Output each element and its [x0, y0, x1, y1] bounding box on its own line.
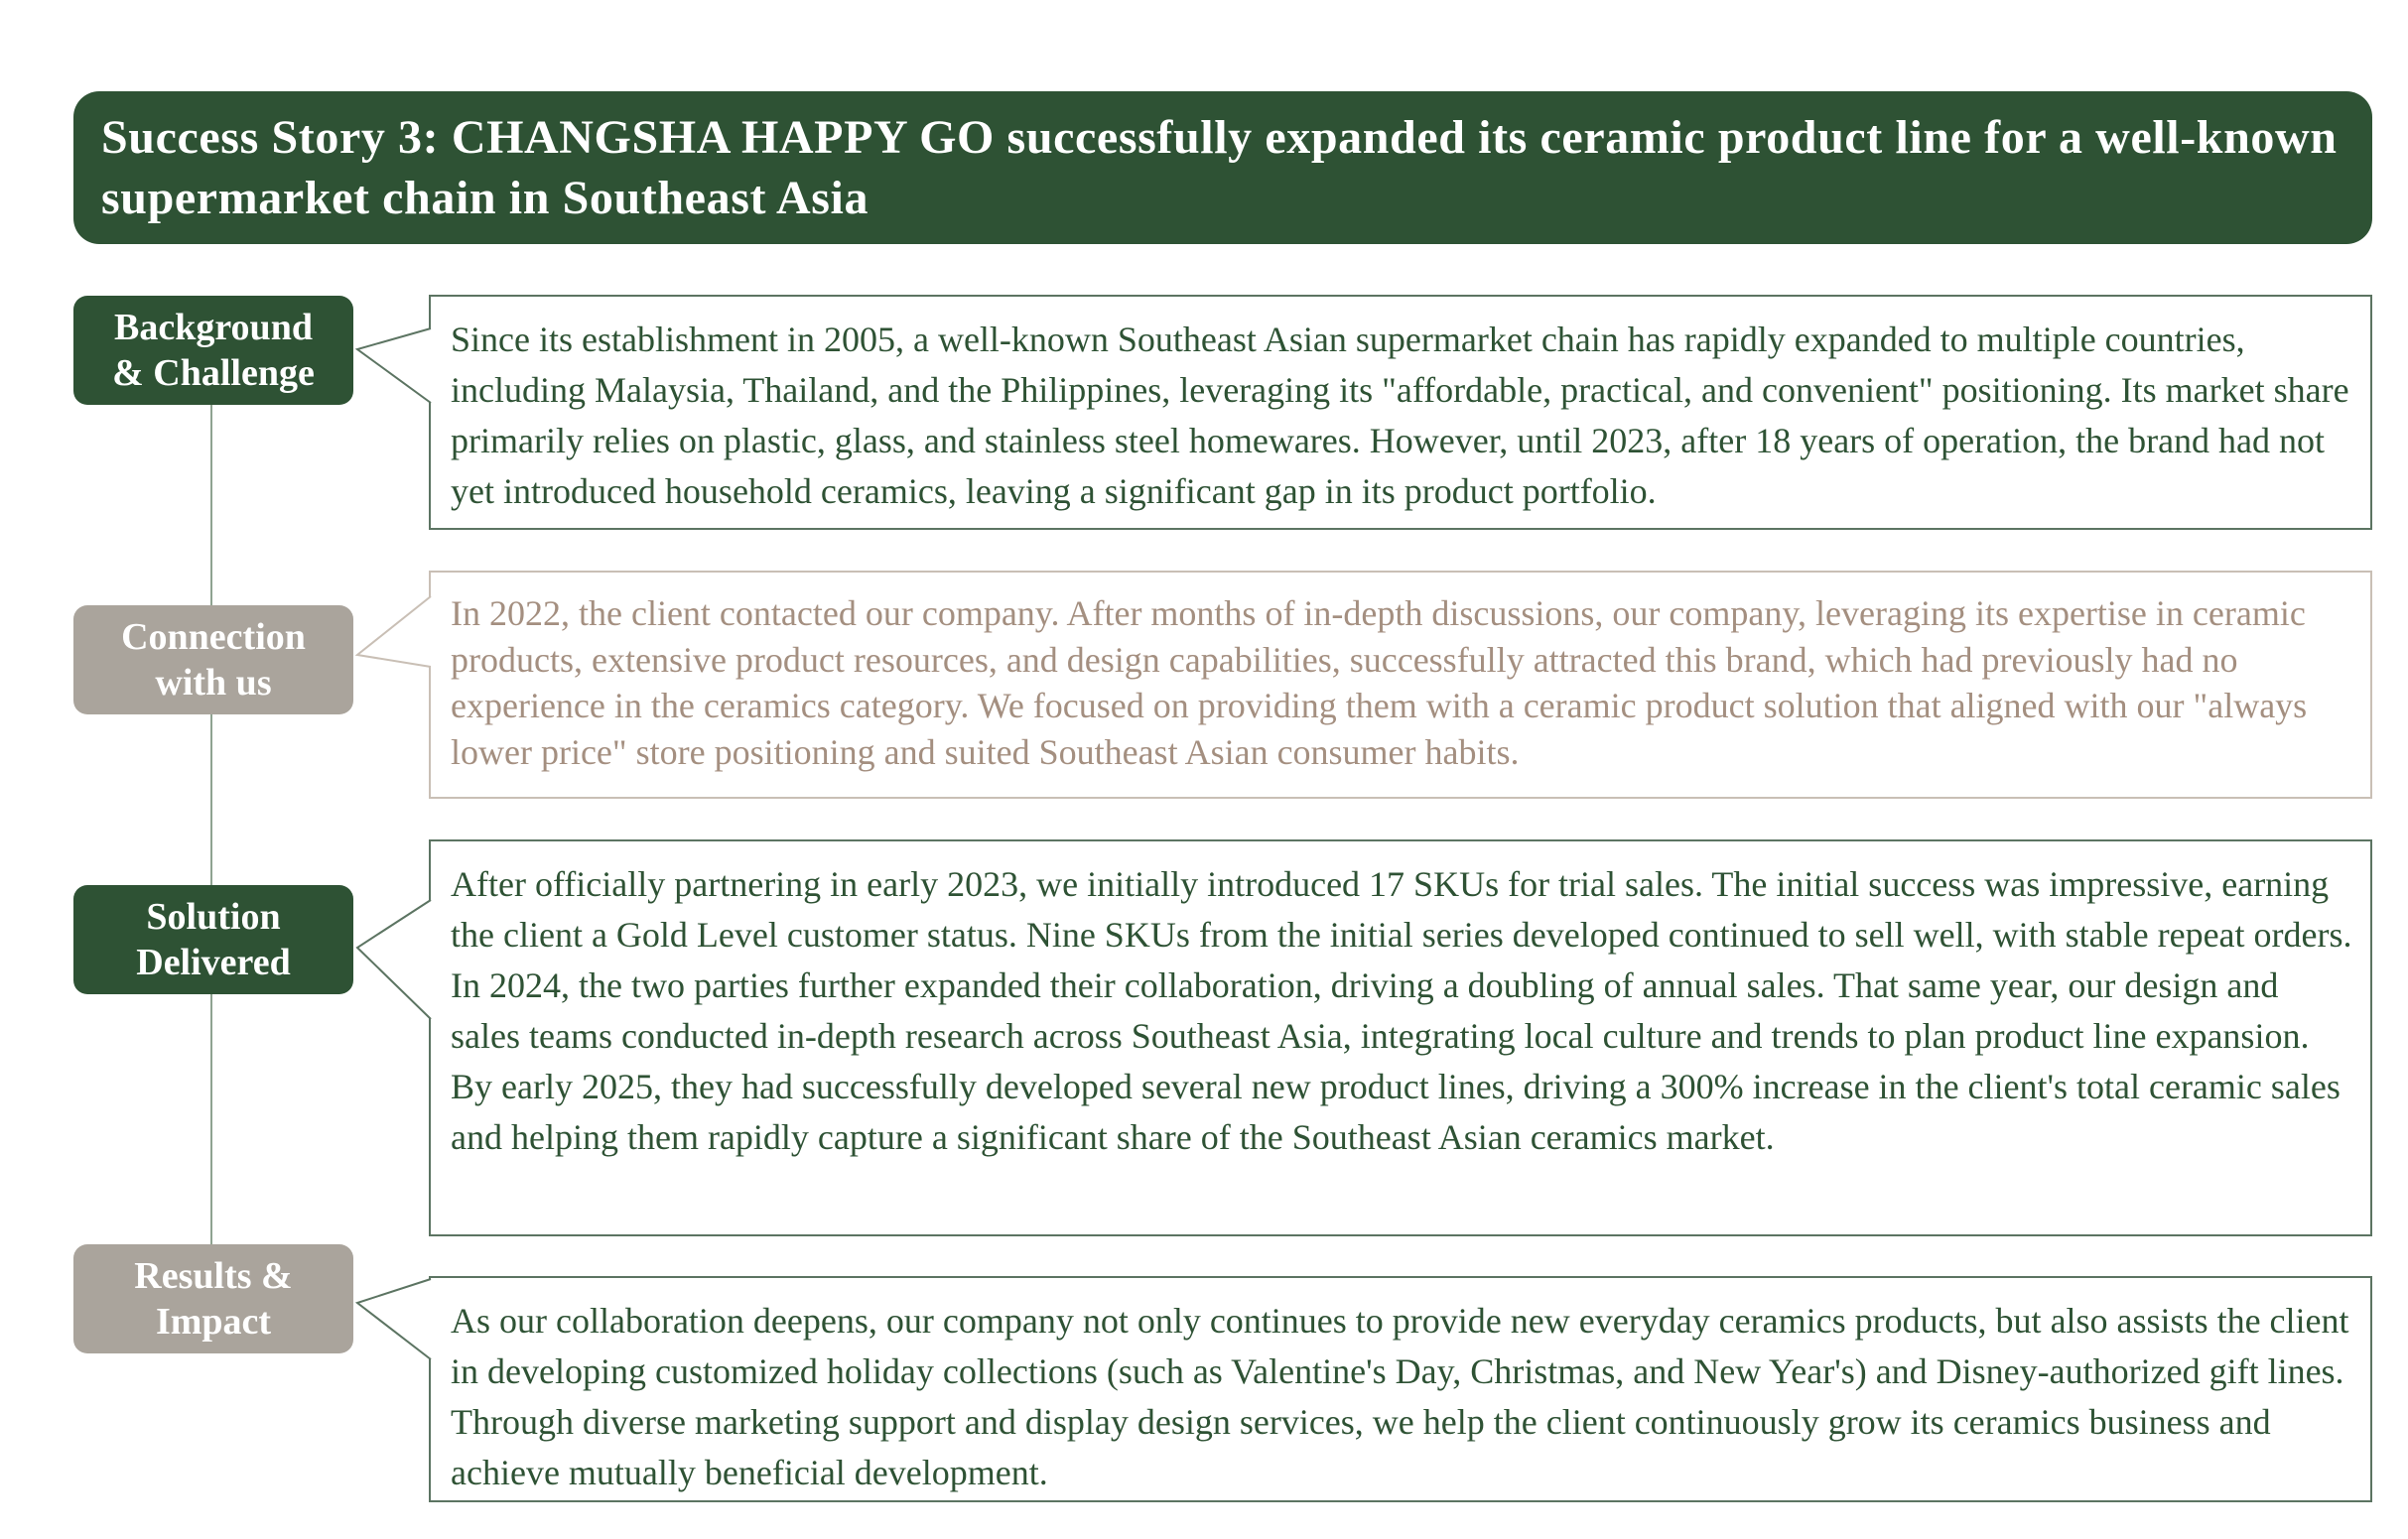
card-text: Since its establishment in 2005, a well-known Southeast Asian supermarket chain has rapidly expanded to multiple countries, including Malaysia, Thailand, and the Philippines, leveraging its "affordable, practical, and convenient" positioning. Its market share primarily relies on plastic, glass, and stainless steel homewares. However, until 2023, after 18 years of operation, the brand had not yet introduced household ceramics, leaving a significant gap in its product portfolio. — [451, 320, 2349, 511]
tag-solution — [73, 885, 353, 994]
tag-line: Results & — [134, 1255, 293, 1297]
page-title: Success Story 3: CHANGSHA HAPPY GO successfully expanded its ceramic product line for a well-known supermarket chain in Southeast Asia — [73, 91, 2372, 244]
tag-line: Solution — [146, 896, 281, 938]
card-text: After officially partnering in early 2023, we initially introduced 17 SKUs for trial sales. The initial success was impressive, earning the client a Gold Level customer status. Nine SKUs from the initial series developed continued to sell well, with stable repeat orders. In 2024, the two parties further expanded their collaboration, driving a doubling of annual sales. That same year, our design and sales teams conducted in-depth research across Southeast Asia, integrating local culture and trends to plan product line expansion. By early 2025, they had successfully developed several new product lines, driving a 300% increase in the client's total ceramic sales and helping them rapidly capture a significant share of the Southeast Asian ceramics market. — [451, 864, 2352, 1157]
tag-line: Connection — [121, 616, 306, 658]
card-text: As our collaboration deepens, our company not only continues to provide new everyday ceramics products, but also assists the client in developing customized holiday collections (such as Valentine's Day, Christmas, and New Year's) and Disney-authorized gift lines. Through diverse marketing support and display design services, we help the client continuously grow its ceramics business and achieve mutually beneficial development. — [451, 1301, 2349, 1492]
tag-line: Impact — [155, 1301, 272, 1343]
timeline-connector — [210, 397, 212, 1260]
callout-pointer — [355, 327, 433, 407]
tag-line: Delivered — [136, 942, 291, 983]
card-results-impact — [429, 1276, 2372, 1502]
card-background-challenge — [429, 295, 2372, 530]
tag-line: & Challenge — [112, 352, 315, 394]
tag-line: Background — [114, 307, 313, 348]
card-connection — [429, 571, 2372, 799]
card-solution — [429, 839, 2372, 1236]
card-text: In 2022, the client contacted our company. After months of in-depth discussions, our company, leveraging its expertise in ceramic products, extensive product resources, and design capabilities, successfully attracted this brand, which had previously had no experience in the ceramics category. We focused on providing them with a ceramic product solution that aligned with our "always lower price" store positioning and suited Southeast Asian consumer habits. — [451, 593, 2308, 772]
callout-pointer — [355, 1278, 433, 1362]
callout-pointer — [355, 595, 433, 675]
tag-background-challenge — [73, 296, 353, 405]
tag-connection — [73, 605, 353, 714]
callout-pointer — [355, 898, 433, 1022]
tag-results-impact — [73, 1244, 353, 1353]
tag-line: with us — [155, 662, 272, 704]
